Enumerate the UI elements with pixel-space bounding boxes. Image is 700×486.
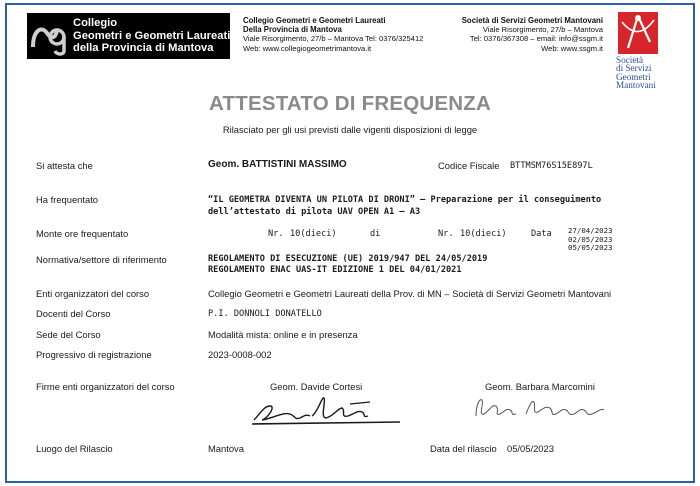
- signature-marcomini: [470, 394, 620, 424]
- course-date-3: 05/05/2023: [568, 243, 613, 253]
- monte-ore-label: Monte ore frequentato: [36, 228, 129, 239]
- course-title-line2: dell’attestato di pilota UAV OPEN A1 – A3: [208, 207, 421, 217]
- normativa-line1: REGOLAMENTO DI ESECUZIONE (UE) 2019/947 DEL 24/05/2019: [208, 254, 488, 264]
- collegio-contact-block: [243, 16, 423, 53]
- ssgm-contact: Tel: 0376/367308 – email: info@ssgm.it: [469, 34, 603, 44]
- attendee-name: Geom. BATTISTINI MASSIMO: [208, 159, 347, 170]
- firme-label: Firme enti organizzatori del corso: [36, 381, 175, 392]
- ssgm-logo-line4: Mantovani: [616, 80, 656, 91]
- attesta-label: Si attesta che: [36, 160, 93, 171]
- progressivo-value: 2023-0008-002: [208, 349, 272, 360]
- docenti-label: Docenti del Corso: [36, 308, 111, 319]
- collegio-logo-line3: della Provincia di Mantova: [73, 42, 214, 55]
- collegio-web: Web: www.collegiogeometrimantova.it: [243, 43, 372, 53]
- course-date-1: 27/04/2023: [568, 226, 613, 235]
- certificate-subtitle: Rilasciato per gli usi previsti dalle vigenti disposizioni di legge: [222, 124, 478, 135]
- hours-attended-prefix: Nr.: [268, 229, 284, 239]
- normativa-label: Normativa/settore di riferimento: [36, 254, 167, 265]
- collegio-title2: Della Provincia di Mantova: [243, 25, 342, 35]
- enti-value: Collegio Geometri e Geometri Laureati della Prov. di MN – Società di Servizi Geometri Mantovani: [208, 288, 612, 299]
- collegio-logo: [27, 13, 230, 59]
- course-title-line1: “IL GEOMETRA DIVENTA UN PILOTA DI DRONI” – Preparazione per il conseguimento: [208, 195, 602, 205]
- ssgm-web: Web: www.ssgm.it: [541, 43, 603, 53]
- ssgm-logo-line3: Geometri: [616, 71, 651, 82]
- luogo-value: Mantova: [208, 443, 244, 454]
- frequentato-label: Ha frequentato: [36, 194, 99, 205]
- ssgm-logo-line1: Società: [616, 55, 644, 65]
- signature-cortesi: [250, 394, 410, 428]
- luogo-label: Luogo del Rilascio: [36, 443, 113, 454]
- data-rilascio-value: 05/05/2023: [507, 443, 554, 454]
- ssgm-title: Società di Servizi Geometri Mantovani: [461, 16, 603, 25]
- codice-fiscale-label: Codice Fiscale: [438, 160, 500, 171]
- ssgm-contact-block: [430, 16, 603, 53]
- collegio-title1: Collegio Geometri e Geometri Laureati: [243, 16, 386, 25]
- ssgm-compass-icon: [618, 12, 658, 54]
- course-date-2: 02/05/2023: [568, 234, 613, 244]
- signer2-name: Geom. Barbara Marcomini: [485, 381, 595, 392]
- collegio-logo-mark-icon: [27, 13, 71, 59]
- ssgm-logo: [616, 12, 668, 91]
- course-dates: [568, 227, 613, 253]
- codice-fiscale-value: BTTMSM76S15E897L: [510, 161, 593, 171]
- certificate-title: ATTESTATO DI FREQUENZA: [209, 92, 491, 115]
- course-dates-label: Data: [531, 229, 552, 239]
- ssgm-logo-line2: di Servizi: [616, 63, 652, 74]
- signer1-name: Geom. Davide Cortesi: [270, 381, 363, 392]
- hours-attended-value: 10(dieci): [290, 229, 337, 239]
- collegio-logo-line1: Collegio: [73, 17, 118, 30]
- collegio-address: Viale Risorgimento, 27/b – Mantova Tel: 0376/325412: [243, 34, 424, 44]
- docenti-value: P.I. DONNOLI DONATELLO: [208, 309, 322, 319]
- collegio-logo-line2: Geometri e Geometri Laureati: [73, 29, 231, 42]
- progressivo-label: Progressivo di registrazione: [36, 349, 152, 360]
- ssgm-address: Viale Risorgimento, 27/b – Mantova: [482, 25, 603, 35]
- data-rilascio-label: Data del rilascio: [430, 443, 497, 454]
- hours-of-label: di: [370, 229, 381, 239]
- hours-total-prefix: Nr.: [438, 229, 454, 239]
- sede-value: Modalità mista: online e in presenza: [208, 329, 358, 340]
- sede-label: Sede del Corso: [36, 329, 101, 340]
- normativa-line2: REGOLAMENTO ENAC UAS-IT EDIZIONE 1 DEL 04/01/2021: [208, 265, 462, 275]
- hours-total-value: 10(dieci): [460, 229, 507, 239]
- enti-label: Enti organizzatori del corso: [36, 288, 150, 299]
